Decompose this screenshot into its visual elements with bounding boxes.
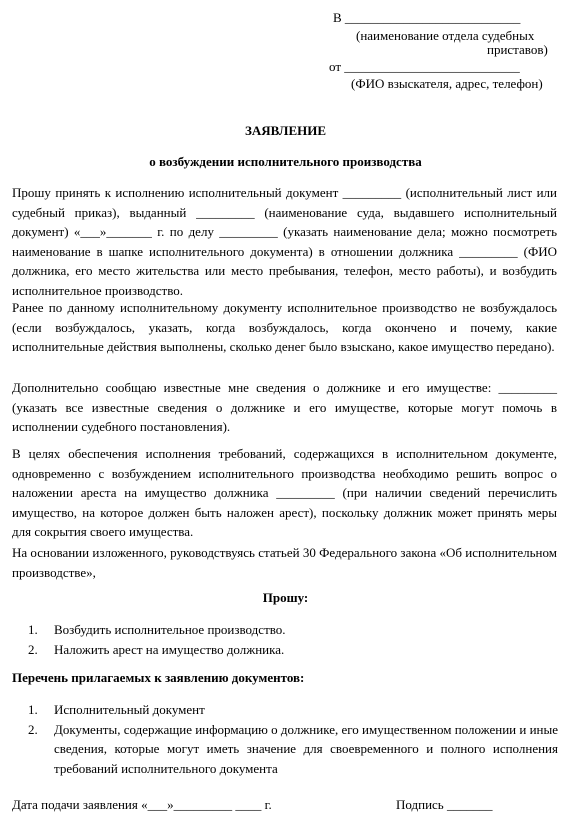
list-item-text: Возбудить исполнительное производство. xyxy=(54,622,286,637)
sender-caption: (ФИО взыскателя, адрес, телефон) xyxy=(351,76,543,91)
list-item xyxy=(28,720,558,779)
addressee-line: В ___________________________ xyxy=(333,10,521,25)
list-item xyxy=(28,640,558,660)
list-number: 2. xyxy=(28,641,38,657)
paragraph-debtor-info: Дополнительно сообщаю известные мне сведения о должнике и его имуществе: _________ (указать все известные сведения о должнике и его имуществе, которые могут помочь в исполнении судебного постановления). xyxy=(12,380,557,435)
department-caption: (наименование отдела судебных xyxy=(356,28,535,43)
submission-date: Дата подачи заявления «___»_________ ____ г. xyxy=(12,797,272,812)
paragraph-previous-proceedings: Ранее по данному исполнительному документу исполнительное производство не возбуждалось (если возбуждалось, указать, когда возбуждалось, когда окончено и почему, какие исполнительные действия выполнены, сколько денег было взыскано, какое имущество передано). xyxy=(12,300,557,355)
paragraph-arrest-measures: В целях обеспечения исполнения требований, содержащихся в исполнительном документе, одновременно с возбуждением исполнительного производства необходимо решить вопрос о наложении ареста на имущество должника _________ (при наличии сведений перечислить имущество, на которое должен быть наложен арест), поскольку должник может принять меры для сокрытия своего имущества. xyxy=(12,446,557,540)
document-subtitle: о возбуждении исполнительного производства xyxy=(149,154,422,169)
paragraph-legal-basis: На основании изложенного, руководствуясь статьей 30 Федерального закона «Об исполнительном производстве», xyxy=(12,545,557,580)
list-number: 2. xyxy=(28,721,38,737)
list-number: 1. xyxy=(28,622,38,637)
attachments-heading: Перечень прилагаемых к заявлению документов: xyxy=(12,670,305,685)
request-list xyxy=(28,620,558,659)
list-item-text: Документы, содержащие информацию о должнике, его имущественном положении и иные сведения, которые могут иметь значение для своевременного и полного исполнения требований исполнительного документа xyxy=(54,721,558,776)
paragraph-request: Прошу принять к исполнению исполнительный документ _________ (исполнительный лист или судебный приказ), выданный _________ (наименование суда, выдавшего исполнительный документ) «___»_______ г. по делу _________ (указать наименование дела; можно посмотреть наименование в шапке исполнительного документа) в отношении должника _________ (ФИО должника, его место жительства или место пребывания, телефон, место работы), и возбудить исполнительное производство. xyxy=(12,185,557,298)
request-heading: Прошу: xyxy=(262,590,309,605)
list-item xyxy=(28,620,558,640)
signature-line: Подпись _______ xyxy=(396,797,493,812)
attachments-list xyxy=(28,700,558,778)
list-number: 1. xyxy=(28,702,38,717)
list-item-text: Наложить арест на имущество должника. xyxy=(54,641,285,657)
document-title: ЗАЯВЛЕНИЕ xyxy=(244,123,327,138)
list-item-text: Исполнительный документ xyxy=(54,702,205,717)
sender-line: от ___________________________ xyxy=(329,59,520,74)
list-item xyxy=(28,700,558,720)
department-caption-cont: приставов) xyxy=(487,42,548,57)
